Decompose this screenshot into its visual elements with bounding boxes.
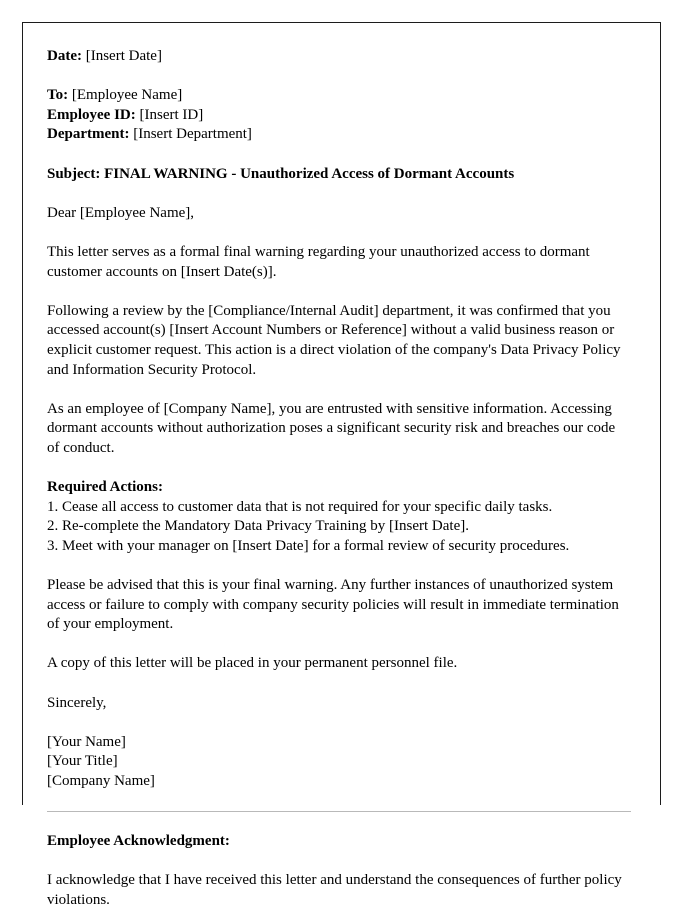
spacer (47, 674, 630, 694)
signer-title: [Your Title] (47, 753, 118, 770)
employee-id-line (47, 106, 630, 126)
spacer (47, 812, 630, 832)
spacer (47, 851, 630, 871)
list-item: 3. Meet with your manager on [Insert Date] for a formal review of security procedures. (47, 537, 570, 554)
date-label: Date: (47, 48, 82, 64)
salutation: Dear [Employee Name], (47, 204, 195, 221)
department-label: Department: (47, 126, 130, 143)
spacer (47, 145, 630, 165)
spacer (47, 713, 630, 733)
acknowledgment-heading: Employee Acknowledgment: (47, 832, 230, 849)
to-value: [Employee Name] (71, 87, 183, 104)
paragraph-trust: As an employee of [Company Name], you are entrusted with sensitive information. Accessing dormant accounts without authorization poses a significant security risk and breaches our code of conduct. (47, 400, 616, 456)
letter-body (23, 23, 660, 910)
to-label: To: (47, 87, 69, 104)
spacer (47, 282, 630, 302)
list-item: 1. Cease all access to customer data that is not required for your specific daily tasks. (47, 498, 553, 515)
date-value: [Insert Date] (85, 48, 162, 64)
to-line (47, 86, 630, 106)
employee-id-label: Employee ID: (47, 106, 136, 123)
acknowledgment-text: I acknowledge that I have received this letter and understand the consequences of further policy violations. (47, 871, 622, 908)
subject-line: Subject: FINAL WARNING - Unauthorized Access of Dormant Accounts (47, 165, 515, 182)
spacer (47, 184, 630, 204)
department-line (47, 125, 630, 145)
paragraph-findings: Following a review by the [Compliance/Internal Audit] department, it was confirmed that you accessed account(s) [Insert Account Numbers or Reference] without a valid business reason or explicit customer request. This action is a direct violation of the company's Data Privacy Policy and Information Security Protocol. (47, 302, 621, 378)
spacer (47, 792, 630, 812)
paragraph-file-copy: A copy of this letter will be placed in your permanent personnel file. (47, 655, 458, 672)
date-line (47, 47, 630, 67)
spacer (47, 635, 630, 655)
list-item: 2. Re-complete the Mandatory Data Privacy Training by [Insert Date]. (47, 518, 469, 535)
signer-name: [Your Name] (47, 733, 126, 750)
department-value: [Insert Department] (133, 126, 252, 143)
letter-page (22, 22, 661, 908)
spacer (47, 556, 630, 576)
employee-id-value: [Insert ID] (139, 106, 204, 123)
spacer (47, 223, 630, 243)
spacer (47, 458, 630, 478)
spacer (47, 67, 630, 87)
closing: Sincerely, (47, 694, 107, 711)
required-actions-list (47, 498, 630, 557)
paragraph-consequence: Please be advised that this is your final warning. Any further instances of unauthorized system access or failure to comply with company security policies will result in immediate termination of your employment. (47, 577, 619, 633)
spacer (47, 380, 630, 400)
paragraph-intro: This letter serves as a formal final warning regarding your unauthorized access to dormant customer accounts on [Insert Date(s)]. (47, 243, 590, 280)
signer-company: [Company Name] (47, 772, 155, 789)
required-actions-heading: Required Actions: (47, 479, 163, 496)
